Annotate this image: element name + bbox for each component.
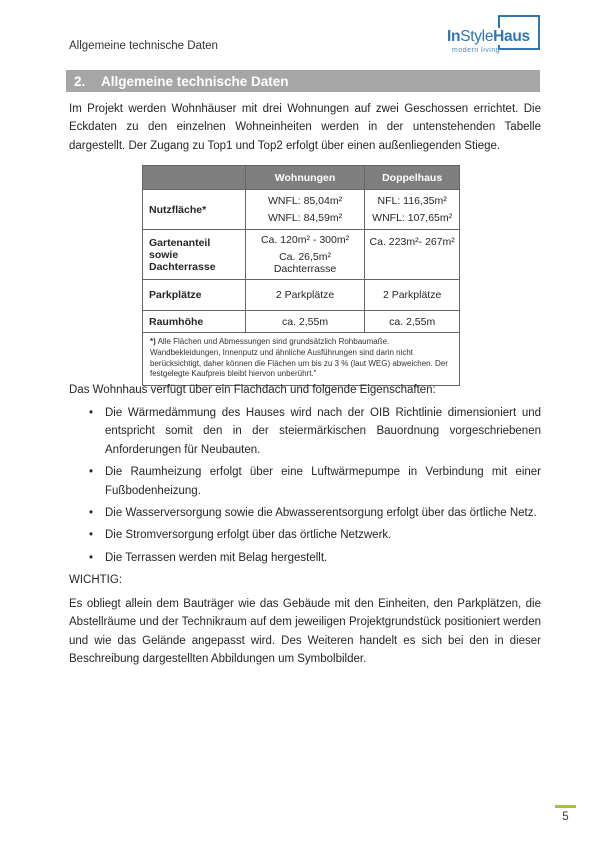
features-intro: Das Wohnhaus verfügt über ein Flachdach und folgende Eigenschaften:	[69, 384, 436, 396]
header-cell-wohnungen: Wohnungen	[245, 166, 365, 190]
cell-raumhoehe-wohnungen	[245, 311, 365, 333]
table-row	[143, 311, 460, 333]
cell-line: NFL: 116,35m²	[377, 195, 447, 207]
section-title: Allgemeine technische Daten	[101, 73, 289, 89]
table-footnote-row	[143, 333, 460, 386]
cell-gartenanteil-wohnungen	[245, 230, 365, 280]
cell-gartenanteil-doppelhaus	[365, 230, 460, 280]
bullet-item: • Die Terrassen werden mit Belag hergestellt.	[87, 549, 541, 567]
technical-data-table	[142, 165, 460, 386]
cell-line: 2 Parkplätze	[382, 289, 442, 301]
table-row	[143, 230, 460, 280]
bullet-item: • Die Wärmedämmung des Hauses wird nach der OIB Richtlinie dimensioniert und entspricht somit den in der steiermärkischen Bauordnung vorgeschriebenen Anforderungen für Neubauten.	[87, 404, 541, 459]
bullet-item: • Die Wasserversorgung sowie die Abwasserentsorgung erfolgt über das örtliche Netz.	[87, 504, 541, 522]
cell-line: WNFL: 84,59m²	[267, 212, 343, 224]
cell-line: Ca. 223m²- 267m²	[369, 236, 455, 248]
section-number: 2.	[74, 73, 86, 89]
cell-line: Ca. 120m² - 300m²	[260, 234, 350, 246]
row-label-gartenanteil: Gartenanteil sowie Dachterrasse	[143, 230, 246, 280]
cell-line: ca. 2,55m	[281, 315, 329, 328]
instylehaus-logo	[447, 12, 555, 58]
intro-paragraph: Im Projekt werden Wohnhäuser mit drei Wohnungen auf zwei Geschossen errichtet. Die Eckdaten zu den einzelnen Wohneinheiten werden in der untenstehenden Tabelle dargestellt. Der Zugang zu Top1 und Top2 erfolgt über einen außenliegenden Stiege.	[69, 103, 541, 152]
row-label-raumhoehe: Raumhöhe	[143, 311, 246, 333]
table-footnote	[143, 333, 460, 386]
section-heading-bar	[66, 70, 540, 92]
footnote-marker: *)	[150, 337, 156, 346]
cell-line: WNFL: 107,65m²	[372, 212, 453, 224]
cell-raumhoehe-doppelhaus	[365, 311, 460, 333]
cell-line: 2 Parkplätze	[275, 289, 335, 301]
logo-word-in: In	[447, 28, 461, 45]
footnote-text: Alle Flächen und Abmessungen sind grundsätzlich Rohbaumaße. Wandbekleidungen, Innenputz und ähnliche Ausführungen sind darin nicht berücksichtigt, daher können die Flächen um bis zu 3 % (laut WEG) abweichen. Der festgelegte Kaufpreis bleibt hiervon unberührt."	[150, 337, 448, 379]
running-header: Allgemeine technische Daten	[69, 40, 218, 52]
cell-parkplaetze-wohnungen	[245, 280, 365, 311]
header-cell-empty	[143, 166, 246, 190]
table-header-row	[143, 166, 460, 190]
table-row	[143, 280, 460, 311]
logo-tagline: modern living	[452, 47, 501, 54]
bullet-item: • Die Stromversorgung erfolgt über das örtliche Netzwerk.	[87, 526, 541, 544]
important-heading: WICHTIG:	[69, 574, 123, 586]
cell-line: ca. 2,55m	[389, 315, 436, 328]
cell-nutzflaeche-wohnungen	[245, 190, 365, 230]
logo-word-style: Style	[460, 28, 494, 45]
footer-accent-rule	[555, 805, 576, 808]
features-bullet-list	[87, 404, 541, 571]
header-cell-doppelhaus: Doppelhaus	[365, 166, 460, 190]
cell-parkplaetze-doppelhaus	[365, 280, 460, 311]
cell-line: WNFL: 85,04m²	[267, 195, 343, 207]
cell-nutzflaeche-doppelhaus	[365, 190, 460, 230]
logo-wordmark	[447, 28, 532, 45]
important-paragraph: Es obliegt allein dem Bauträger wie das Gebäude mit den Einheiten, den Parkplätzen, die Abstellräume und der Technikraum auf dem jeweiligen Projektgrundstück positioniert werden und wie das Gelände angepasst wird. Des Weiteren handelt es sich bei den in dieser Beschreibung dargestellten Abbildungen um Symbolbilder.	[69, 598, 541, 666]
cell-line: Ca. 26,5m² Dachterrasse	[273, 251, 337, 275]
row-label-parkplaetze: Parkplätze	[143, 280, 246, 311]
table-row	[143, 190, 460, 230]
bullet-item: • Die Raumheizung erfolgt über eine Luftwärmepumpe in Verbindung mit einer Fußbodenheizung.	[87, 463, 541, 500]
row-label-nutzflaeche: Nutzfläche*	[143, 190, 246, 230]
page-number: 5	[562, 811, 569, 823]
logo-word-haus: Haus	[493, 28, 530, 45]
